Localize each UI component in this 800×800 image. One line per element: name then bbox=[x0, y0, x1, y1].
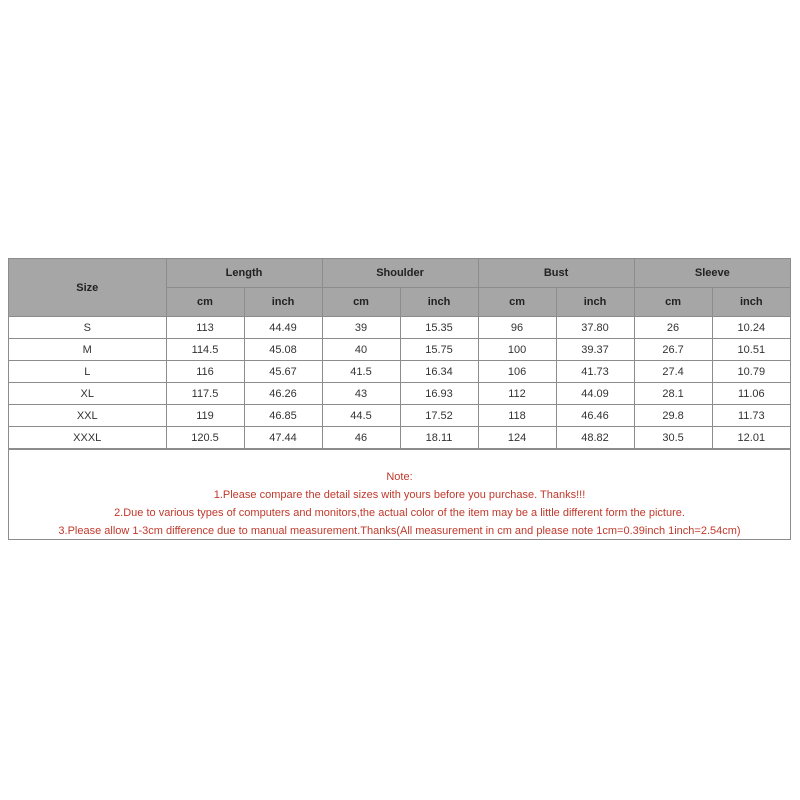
table-cell: 39 bbox=[322, 317, 400, 339]
table-cell: 37.80 bbox=[556, 317, 634, 339]
table-cell: 41.5 bbox=[322, 361, 400, 383]
table-cell: 16.93 bbox=[400, 383, 478, 405]
size-chart bbox=[8, 258, 791, 540]
unit-header: cm bbox=[166, 288, 244, 317]
table-cell: 46.46 bbox=[556, 405, 634, 427]
table-row bbox=[9, 339, 790, 361]
table-row bbox=[9, 317, 790, 339]
table-cell: 120.5 bbox=[166, 427, 244, 449]
table-cell: 26 bbox=[634, 317, 712, 339]
table-cell: 114.5 bbox=[166, 339, 244, 361]
size-cell: M bbox=[9, 339, 166, 361]
table-cell: 17.52 bbox=[400, 405, 478, 427]
table-cell: 117.5 bbox=[166, 383, 244, 405]
table-cell: 44.49 bbox=[244, 317, 322, 339]
table-cell: 16.34 bbox=[400, 361, 478, 383]
group-header-sleeve: Sleeve bbox=[634, 259, 790, 288]
table-row bbox=[9, 405, 790, 427]
table-cell: 11.06 bbox=[712, 383, 790, 405]
note-line: 3.Please allow 1-3cm difference due to manual measurement.Thanks(All measurement in cm and please note 1cm=0.39inch 1inch=2.54cm) bbox=[58, 525, 741, 537]
table-cell: 11.73 bbox=[712, 405, 790, 427]
table-cell: 15.35 bbox=[400, 317, 478, 339]
size-cell: XXXL bbox=[9, 427, 166, 449]
table-cell: 44.09 bbox=[556, 383, 634, 405]
group-header-bust: Bust bbox=[478, 259, 634, 288]
table-cell: 119 bbox=[166, 405, 244, 427]
unit-header: inch bbox=[556, 288, 634, 317]
unit-header: cm bbox=[634, 288, 712, 317]
table-row bbox=[9, 361, 790, 383]
table-row bbox=[9, 427, 790, 449]
table-cell: 27.4 bbox=[634, 361, 712, 383]
table-cell: 44.5 bbox=[322, 405, 400, 427]
note-line: 1.Please compare the detail sizes with yours before you purchase. Thanks!!! bbox=[213, 489, 586, 501]
table-cell: 46.85 bbox=[244, 405, 322, 427]
table-cell: 10.51 bbox=[712, 339, 790, 361]
table-cell: 43 bbox=[322, 383, 400, 405]
table-cell: 46 bbox=[322, 427, 400, 449]
table-cell: 10.24 bbox=[712, 317, 790, 339]
unit-header: cm bbox=[322, 288, 400, 317]
table-cell: 47.44 bbox=[244, 427, 322, 449]
table-cell: 18.11 bbox=[400, 427, 478, 449]
note-line: 2.Due to various types of computers and monitors,the actual color of the item may be a little different form the picture. bbox=[114, 507, 685, 519]
notes-section bbox=[9, 449, 790, 539]
size-cell: XL bbox=[9, 383, 166, 405]
table-cell: 106 bbox=[478, 361, 556, 383]
table-cell: 100 bbox=[478, 339, 556, 361]
table-cell: 28.1 bbox=[634, 383, 712, 405]
table-cell: 46.26 bbox=[244, 383, 322, 405]
unit-header: inch bbox=[400, 288, 478, 317]
table-cell: 45.08 bbox=[244, 339, 322, 361]
table-cell: 45.67 bbox=[244, 361, 322, 383]
size-table bbox=[9, 259, 790, 449]
unit-header: inch bbox=[244, 288, 322, 317]
size-column-header: Size bbox=[9, 259, 166, 317]
unit-header: cm bbox=[478, 288, 556, 317]
group-header-shoulder: Shoulder bbox=[322, 259, 478, 288]
table-cell: 41.73 bbox=[556, 361, 634, 383]
notes-title: Note: bbox=[386, 471, 413, 483]
table-cell: 48.82 bbox=[556, 427, 634, 449]
table-cell: 12.01 bbox=[712, 427, 790, 449]
table-cell: 15.75 bbox=[400, 339, 478, 361]
size-cell: S bbox=[9, 317, 166, 339]
table-cell: 118 bbox=[478, 405, 556, 427]
table-cell: 112 bbox=[478, 383, 556, 405]
table-row bbox=[9, 383, 790, 405]
table-cell: 39.37 bbox=[556, 339, 634, 361]
table-cell: 116 bbox=[166, 361, 244, 383]
size-cell: L bbox=[9, 361, 166, 383]
unit-header: inch bbox=[712, 288, 790, 317]
table-cell: 124 bbox=[478, 427, 556, 449]
table-cell: 96 bbox=[478, 317, 556, 339]
table-cell: 10.79 bbox=[712, 361, 790, 383]
table-cell: 30.5 bbox=[634, 427, 712, 449]
size-cell: XXL bbox=[9, 405, 166, 427]
table-cell: 29.8 bbox=[634, 405, 712, 427]
group-header-length: Length bbox=[166, 259, 322, 288]
table-cell: 113 bbox=[166, 317, 244, 339]
table-cell: 26.7 bbox=[634, 339, 712, 361]
table-cell: 40 bbox=[322, 339, 400, 361]
